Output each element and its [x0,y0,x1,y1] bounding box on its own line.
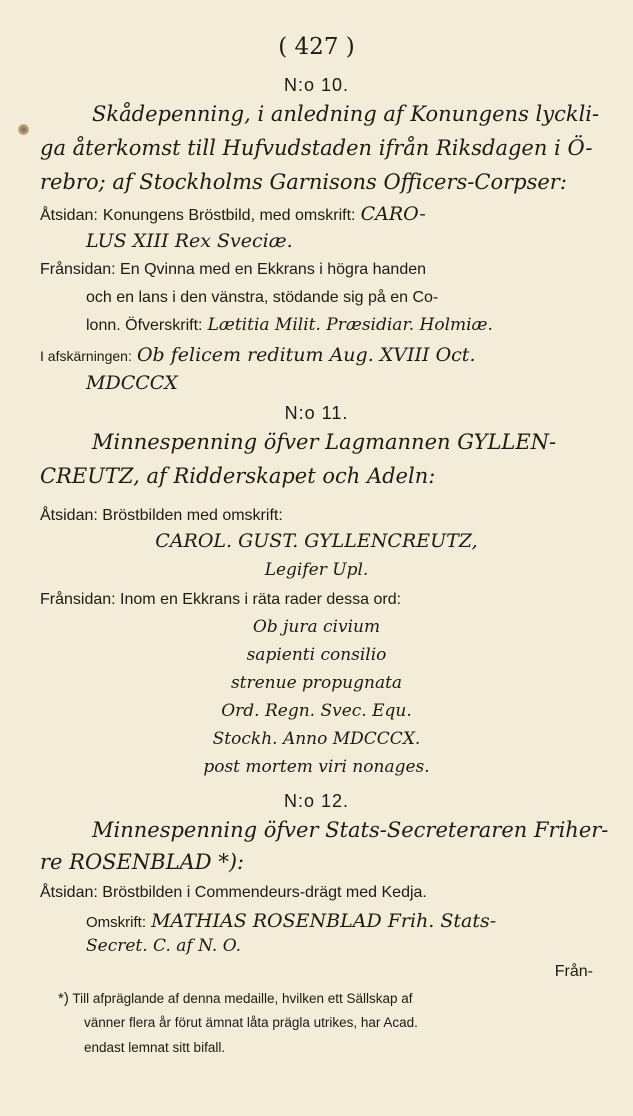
obverse-legend-label: Omskrift: [86,914,146,931]
reverse-text-line: och en lans i den vänstra, stödande sig på en Co- [86,289,439,306]
obverse-description [40,885,427,901]
exergue-description [40,346,475,365]
reverse-description [40,262,426,278]
obverse-text: Bröstbilden i Commendeurs-drägt med Kedja. [102,884,427,901]
footnote-line [58,991,413,1006]
obverse-label: Åtsidan: [40,207,98,224]
reverse-label: Frånsidan: [40,591,116,608]
obverse-label: Åtsidan: [40,507,98,524]
catchword: Från- [554,963,593,980]
entry-title-line: re ROSENBLAD *): [40,850,245,874]
obverse-legend-continued: Secret. C. af N. O. [86,936,242,956]
obverse-legend-continued: LUS XIII Rex Sveciæ. [86,230,293,252]
reverse-label: Frånsidan: [40,261,116,278]
entry-title-line: Minnespenning öfver Stats-Secreteraren Friher- [92,818,609,842]
entry-number: N:o 11. [284,403,349,423]
obverse-text: Bröstbilden med omskrift: [102,507,283,524]
entry-title-line: rebro; af Stockholms Garnisons Officers-Corpser: [40,170,567,194]
reverse-text-line [86,317,493,334]
entry-number: N:o 12. [283,791,350,811]
obverse-legend: MATHIAS ROSENBLAD Frih. Stats- [151,910,497,932]
entry-title-line: Skådepenning, i anledning af Konungens lyckli- [92,102,600,126]
entry-title-line: CREUTZ, af Ridderskapet och Adeln: [40,464,436,488]
exergue-text: Ob felicem reditum Aug. XVIII Oct. [136,344,476,366]
reverse-heading-legend: Lætitia Milit. Præsidiar. Holmiæ. [207,315,493,335]
inscription-line: post mortem viri nonages. [203,757,430,777]
inscription-line: Ob jura civium [252,617,381,637]
reverse-heading-label: lonn. Öfverskrift: [86,317,203,334]
obverse-label: Åtsidan: [40,884,98,901]
obverse-legend: CAROL. GUST. GYLLENCREUTZ, [155,530,478,552]
entry-title-line: Minnespenning öfver Lagmannen GYLLEN- [92,430,557,454]
reverse-description [40,592,401,608]
paper-stain [18,124,29,135]
exergue-year: MDCCCX [86,372,178,394]
footnote-line: vänner flera år förut ämnat låta prägla utrikes, har Acad. [84,1015,418,1030]
inscription-line: Stockh. Anno MDCCCX. [212,729,421,749]
footnote-text: Till afpräglande af denna medaille, hvilken ett Sällskap af [72,991,413,1006]
footnote-marker: *) [58,990,69,1007]
inscription-line: sapienti consilio [246,645,387,665]
footnote-line: endast lemnat sitt bifall. [84,1040,226,1055]
obverse-legend: Legifer Upl. [264,560,369,580]
obverse-text: Konungens Bröstbild, med omskrift: [102,207,356,224]
obverse-legend-line [86,912,496,931]
obverse-description [40,508,283,524]
inscription-line: Ord. Regn. Svec. Equ. [221,701,412,721]
entry-title-line: ga återkomst till Hufvudstaden ifrån Riksdagen i Ö- [40,136,593,160]
exergue-label: I afskärningen: [40,348,132,364]
inscription-line: strenue propugnata [230,673,403,693]
entry-number: N:o 10. [283,75,350,95]
obverse-legend: CARO- [360,203,426,225]
reverse-text: En Qvinna med en Ekkrans i högra handen [120,261,427,278]
reverse-text: Inom en Ekkrans i räta rader dessa ord: [120,591,402,608]
page-number: ( 427 ) [278,34,355,60]
obverse-description [40,205,600,224]
